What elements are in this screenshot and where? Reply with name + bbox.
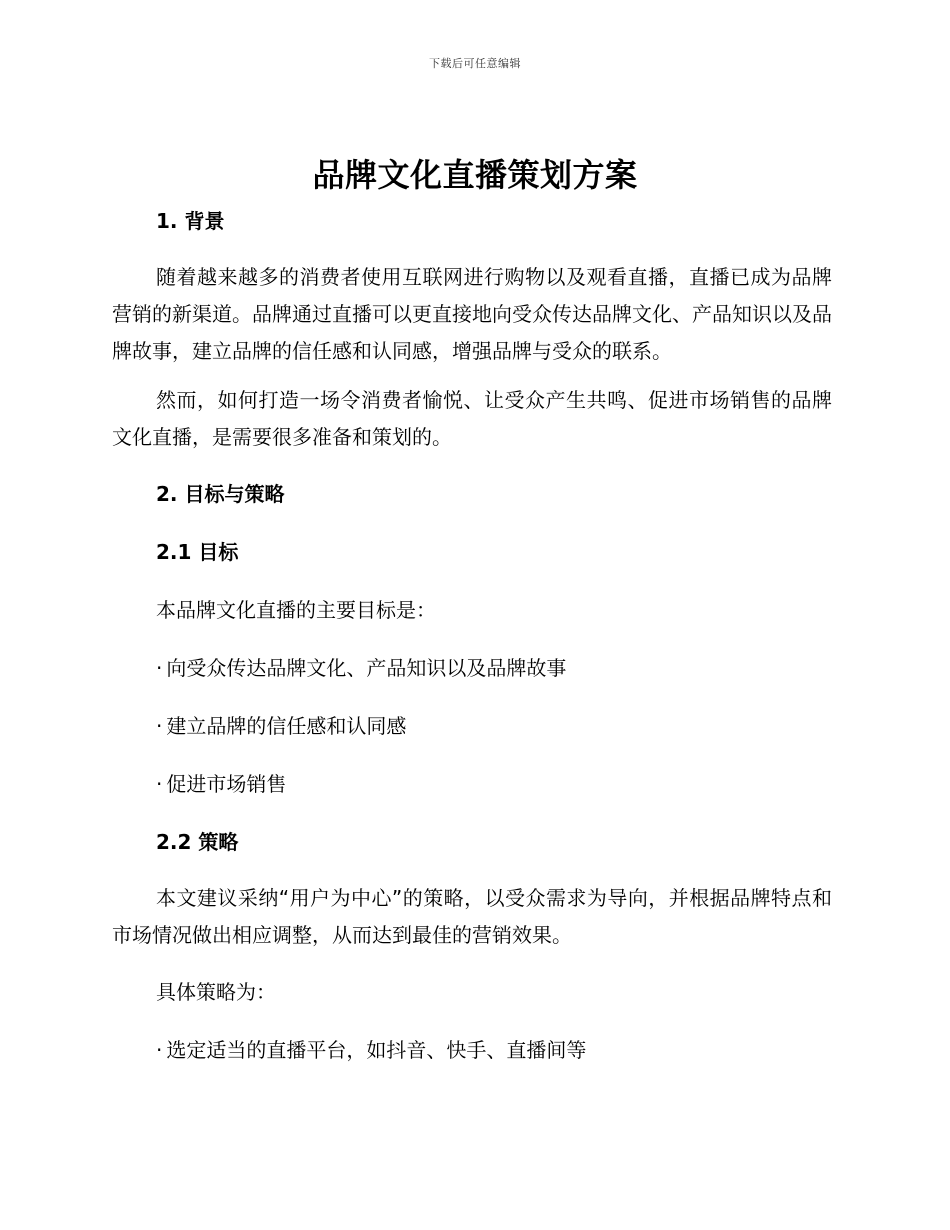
header-note: 下载后可任意编辑	[429, 57, 521, 70]
section-2-2-intro: 具体策略为：	[156, 980, 276, 1004]
section-1-heading: 1. 背景	[156, 209, 225, 233]
document-body	[112, 205, 832, 1066]
section-2-2-heading: 2.2 策略	[156, 830, 239, 854]
section-1-paragraph-2: 然而，如何打造一场令消费者愉悦、让受众产生共鸣、促进市场销售的品牌文化直播，是需要很多准备和策划的。	[112, 388, 832, 449]
section-1-paragraph-1: 随着越来越多的消费者使用互联网进行购物以及观看直播，直播已成为品牌营销的新渠道。品牌通过直播可以更直接地向受众传达品牌文化、产品知识以及品牌故事，建立品牌的信任感和认同感，增强品牌与受众的联系。	[112, 265, 832, 363]
section-2-1-intro: 本品牌文化直播的主要目标是：	[156, 598, 436, 622]
list-item: · 建立品牌的信任感和认同感	[156, 710, 832, 742]
list-item: · 向受众传达品牌文化、产品知识以及品牌故事	[156, 652, 832, 684]
section-2-1-heading: 2.1 目标	[156, 540, 239, 564]
list-item: · 选定适当的直播平台，如抖音、快手、直播间等	[156, 1034, 832, 1066]
section-2-heading: 2. 目标与策略	[156, 482, 285, 506]
document-title: 品牌文化直播策划方案	[312, 156, 638, 194]
list-item: · 促进市场销售	[156, 768, 832, 800]
section-2-2-paragraph-1: 本文建议采纳“用户为中心”的策略，以受众需求为导向，并根据品牌特点和市场情况做出相应调整，从而达到最佳的营销效果。	[112, 886, 832, 947]
